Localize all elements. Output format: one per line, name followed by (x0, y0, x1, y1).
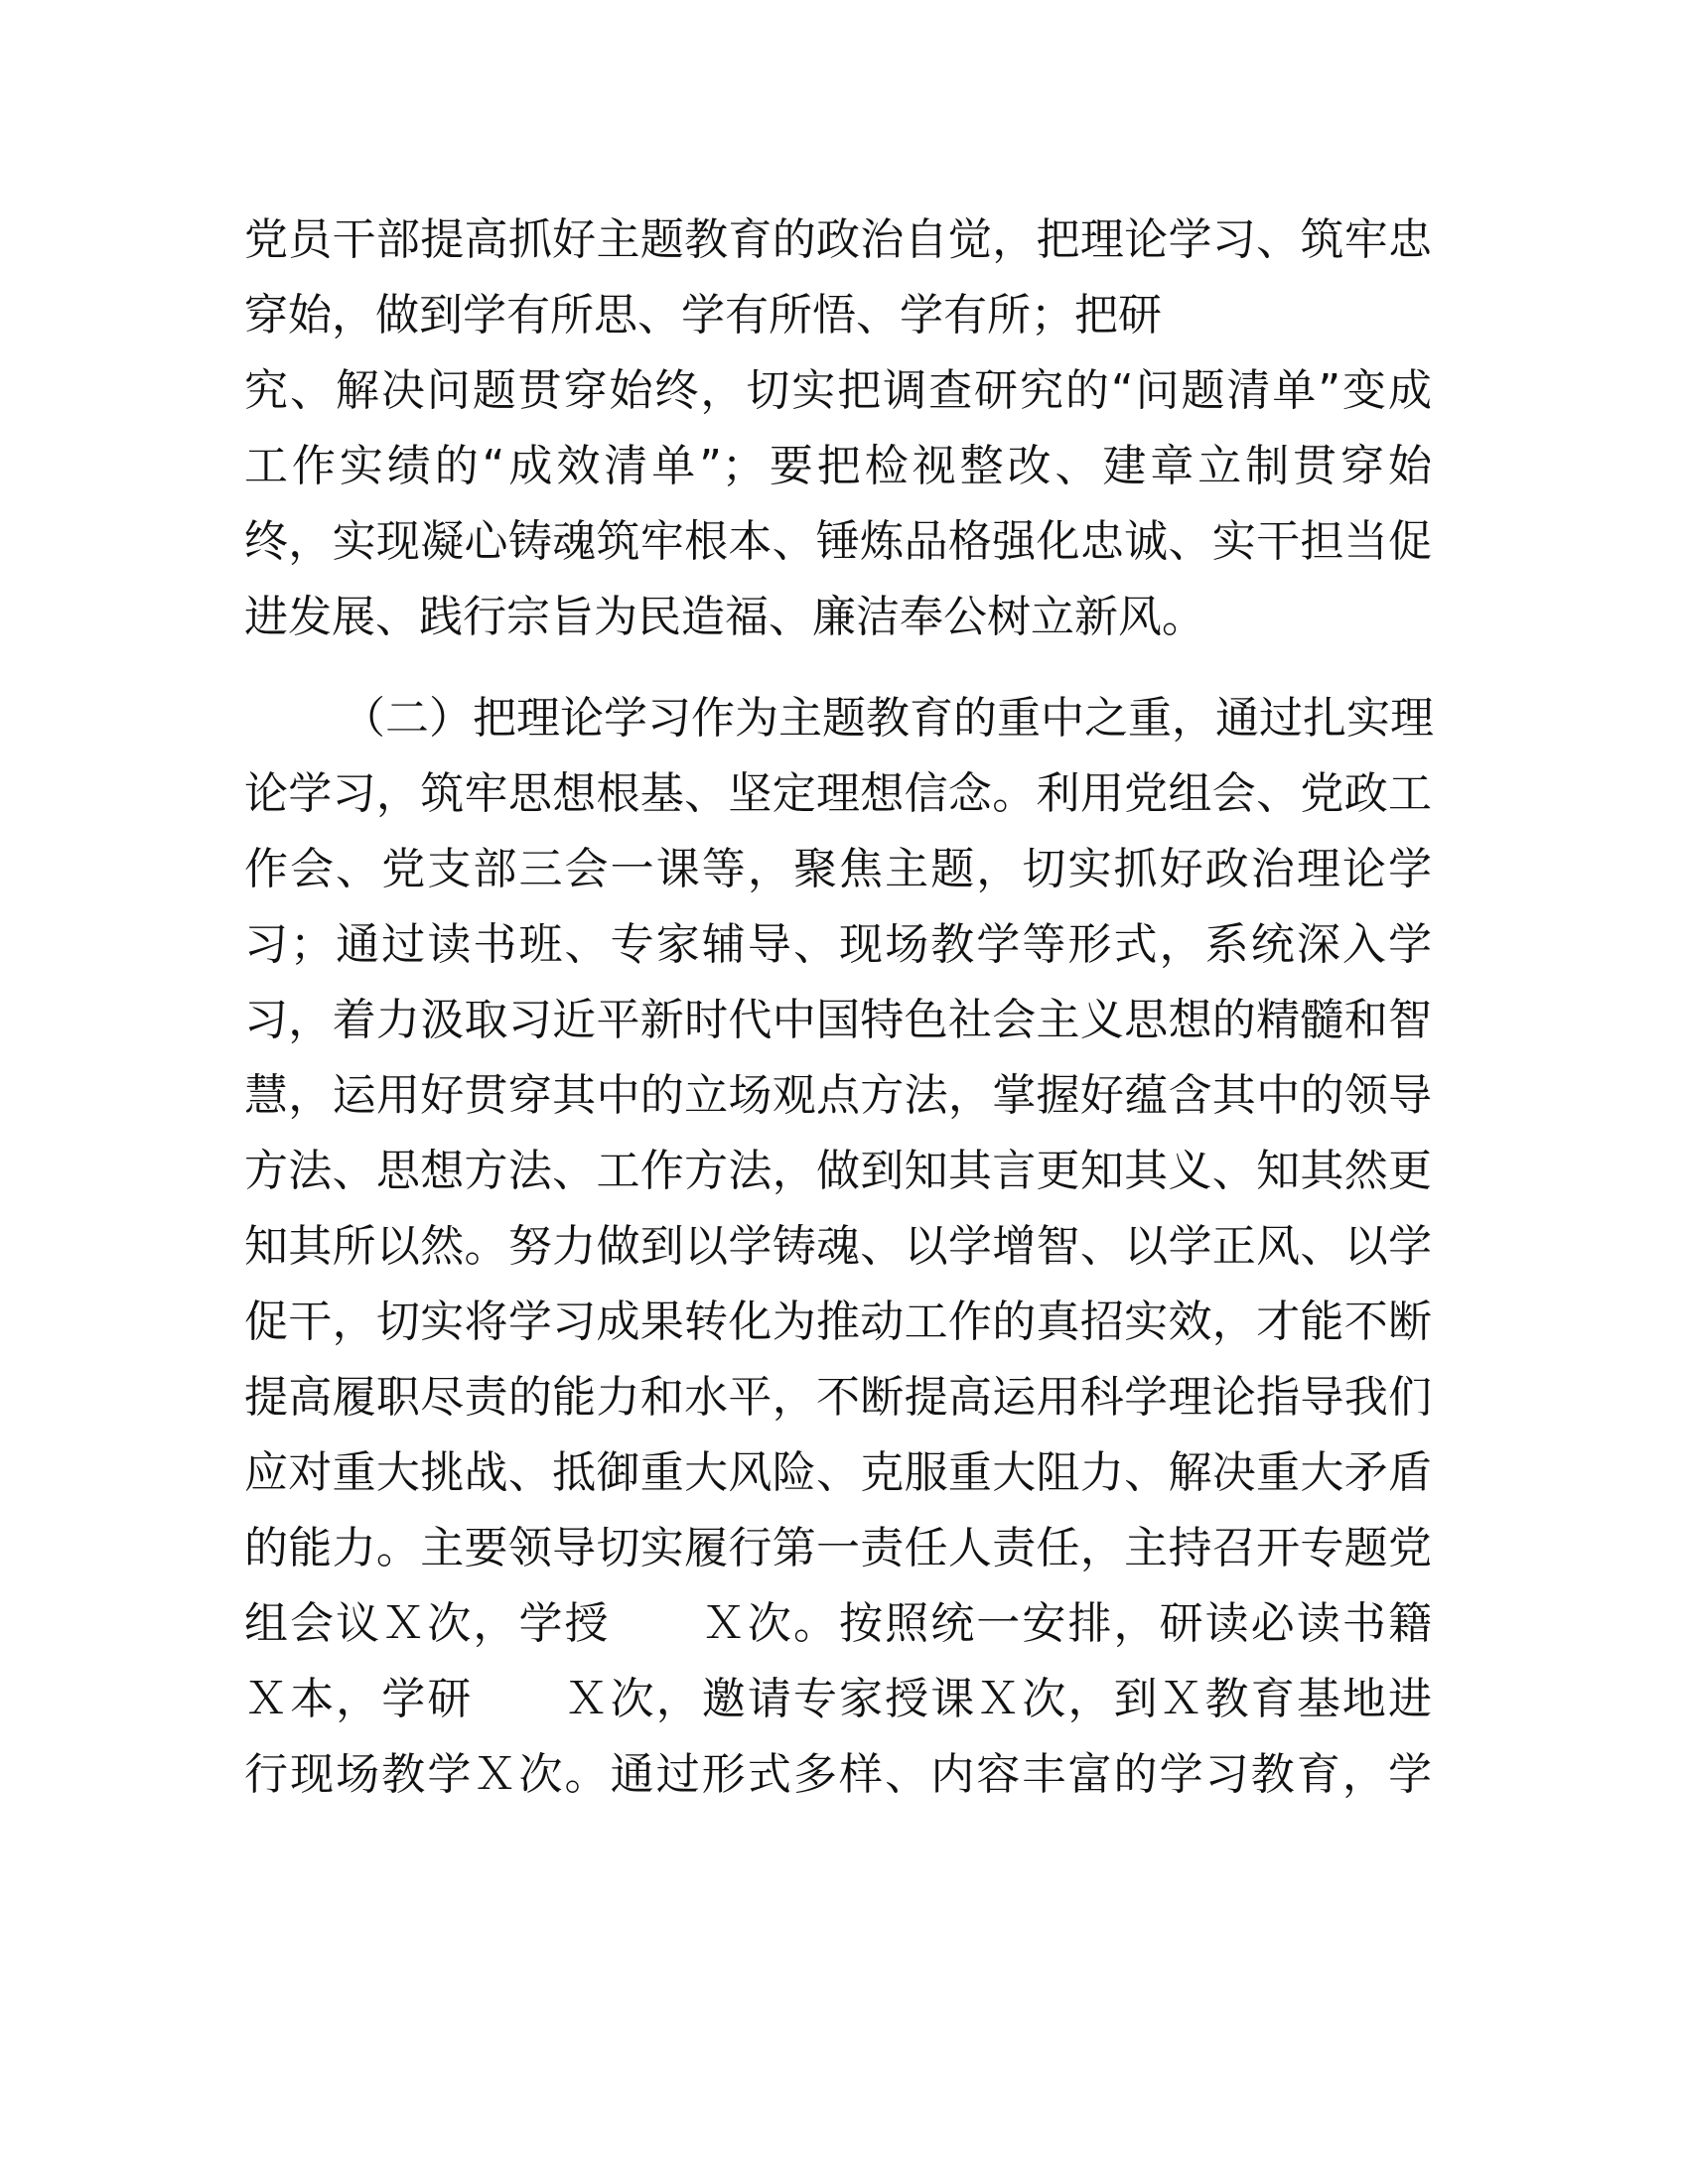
text-line: 的能力。主要领导切实履行第一责任人责任，主持召开专题党 (244, 1523, 1432, 1573)
text-line: 究、解决问题贯穿始终，切实把调查研究的“问题清单”变成 (244, 365, 1432, 416)
text-line: 作会、党支部三会一课等，聚焦主题，切实抓好政治理论学 (244, 844, 1432, 894)
text-line: 应对重大挑战、抵御重大风险、克服重大阻力、解决重大矛盾 (244, 1447, 1432, 1498)
text-line: 终，实现凝心铸魂筑牢根本、锤炼品格强化忠诚、实干担当促 (244, 516, 1432, 567)
text-line: Ｘ本，学研 Ｘ次，邀请专家授课Ｘ次，到Ｘ教育基地进 (244, 1674, 1432, 1724)
text-line: 慧，运用好贯穿其中的立场观点方法，掌握好蕴含其中的领导 (244, 1070, 1432, 1121)
text-line: 行现场教学Ｘ次。通过形式多样、内容丰富的学习教育，学 (244, 1749, 1432, 1800)
text-line: 习，着力汲取习近平新时代中国特色社会主义思想的精髓和智 (244, 995, 1432, 1045)
text-line: 工作实绩的“成效清单”；要把检视整改、建章立制贯穿始 (244, 441, 1432, 491)
text-line: 提高履职尽责的能力和水平，不断提高运用科学理论指导我们 (244, 1372, 1432, 1423)
text-line: 进发展、践行宗旨为民造福、廉洁奉公树立新风。 (244, 592, 1205, 642)
text-line: 促干，切实将学习成果转化为推动工作的真招实效，才能不断 (244, 1297, 1432, 1347)
text-line: 方法、思想方法、工作方法，做到知其言更知其义、知其然更 (244, 1146, 1432, 1196)
text-line: 论学习，筑牢思想根基、坚定理想信念。利用党组会、党政工 (244, 768, 1432, 819)
text-line: 知其所以然。努力做到以学铸魂、以学增智、以学正风、以学 (244, 1221, 1432, 1272)
paragraph-heading-line: （二）把理论学习作为主题教育的重中之重，通过扎实理 (342, 693, 1434, 744)
text-line: 组会议Ｘ次，学授 Ｘ次。按照统一安排，研读必读书籍 (244, 1598, 1432, 1649)
text-line: 党员干部提高抓好主题教育的政治自觉，把理论学习、筑牢忠 (244, 214, 1432, 265)
text-line: 习；通过读书班、专家辅导、现场教学等形式，系统深入学 (244, 919, 1432, 970)
text-line: 穿始，做到学有所思、学有所悟、学有所；把研 (244, 290, 1162, 341)
